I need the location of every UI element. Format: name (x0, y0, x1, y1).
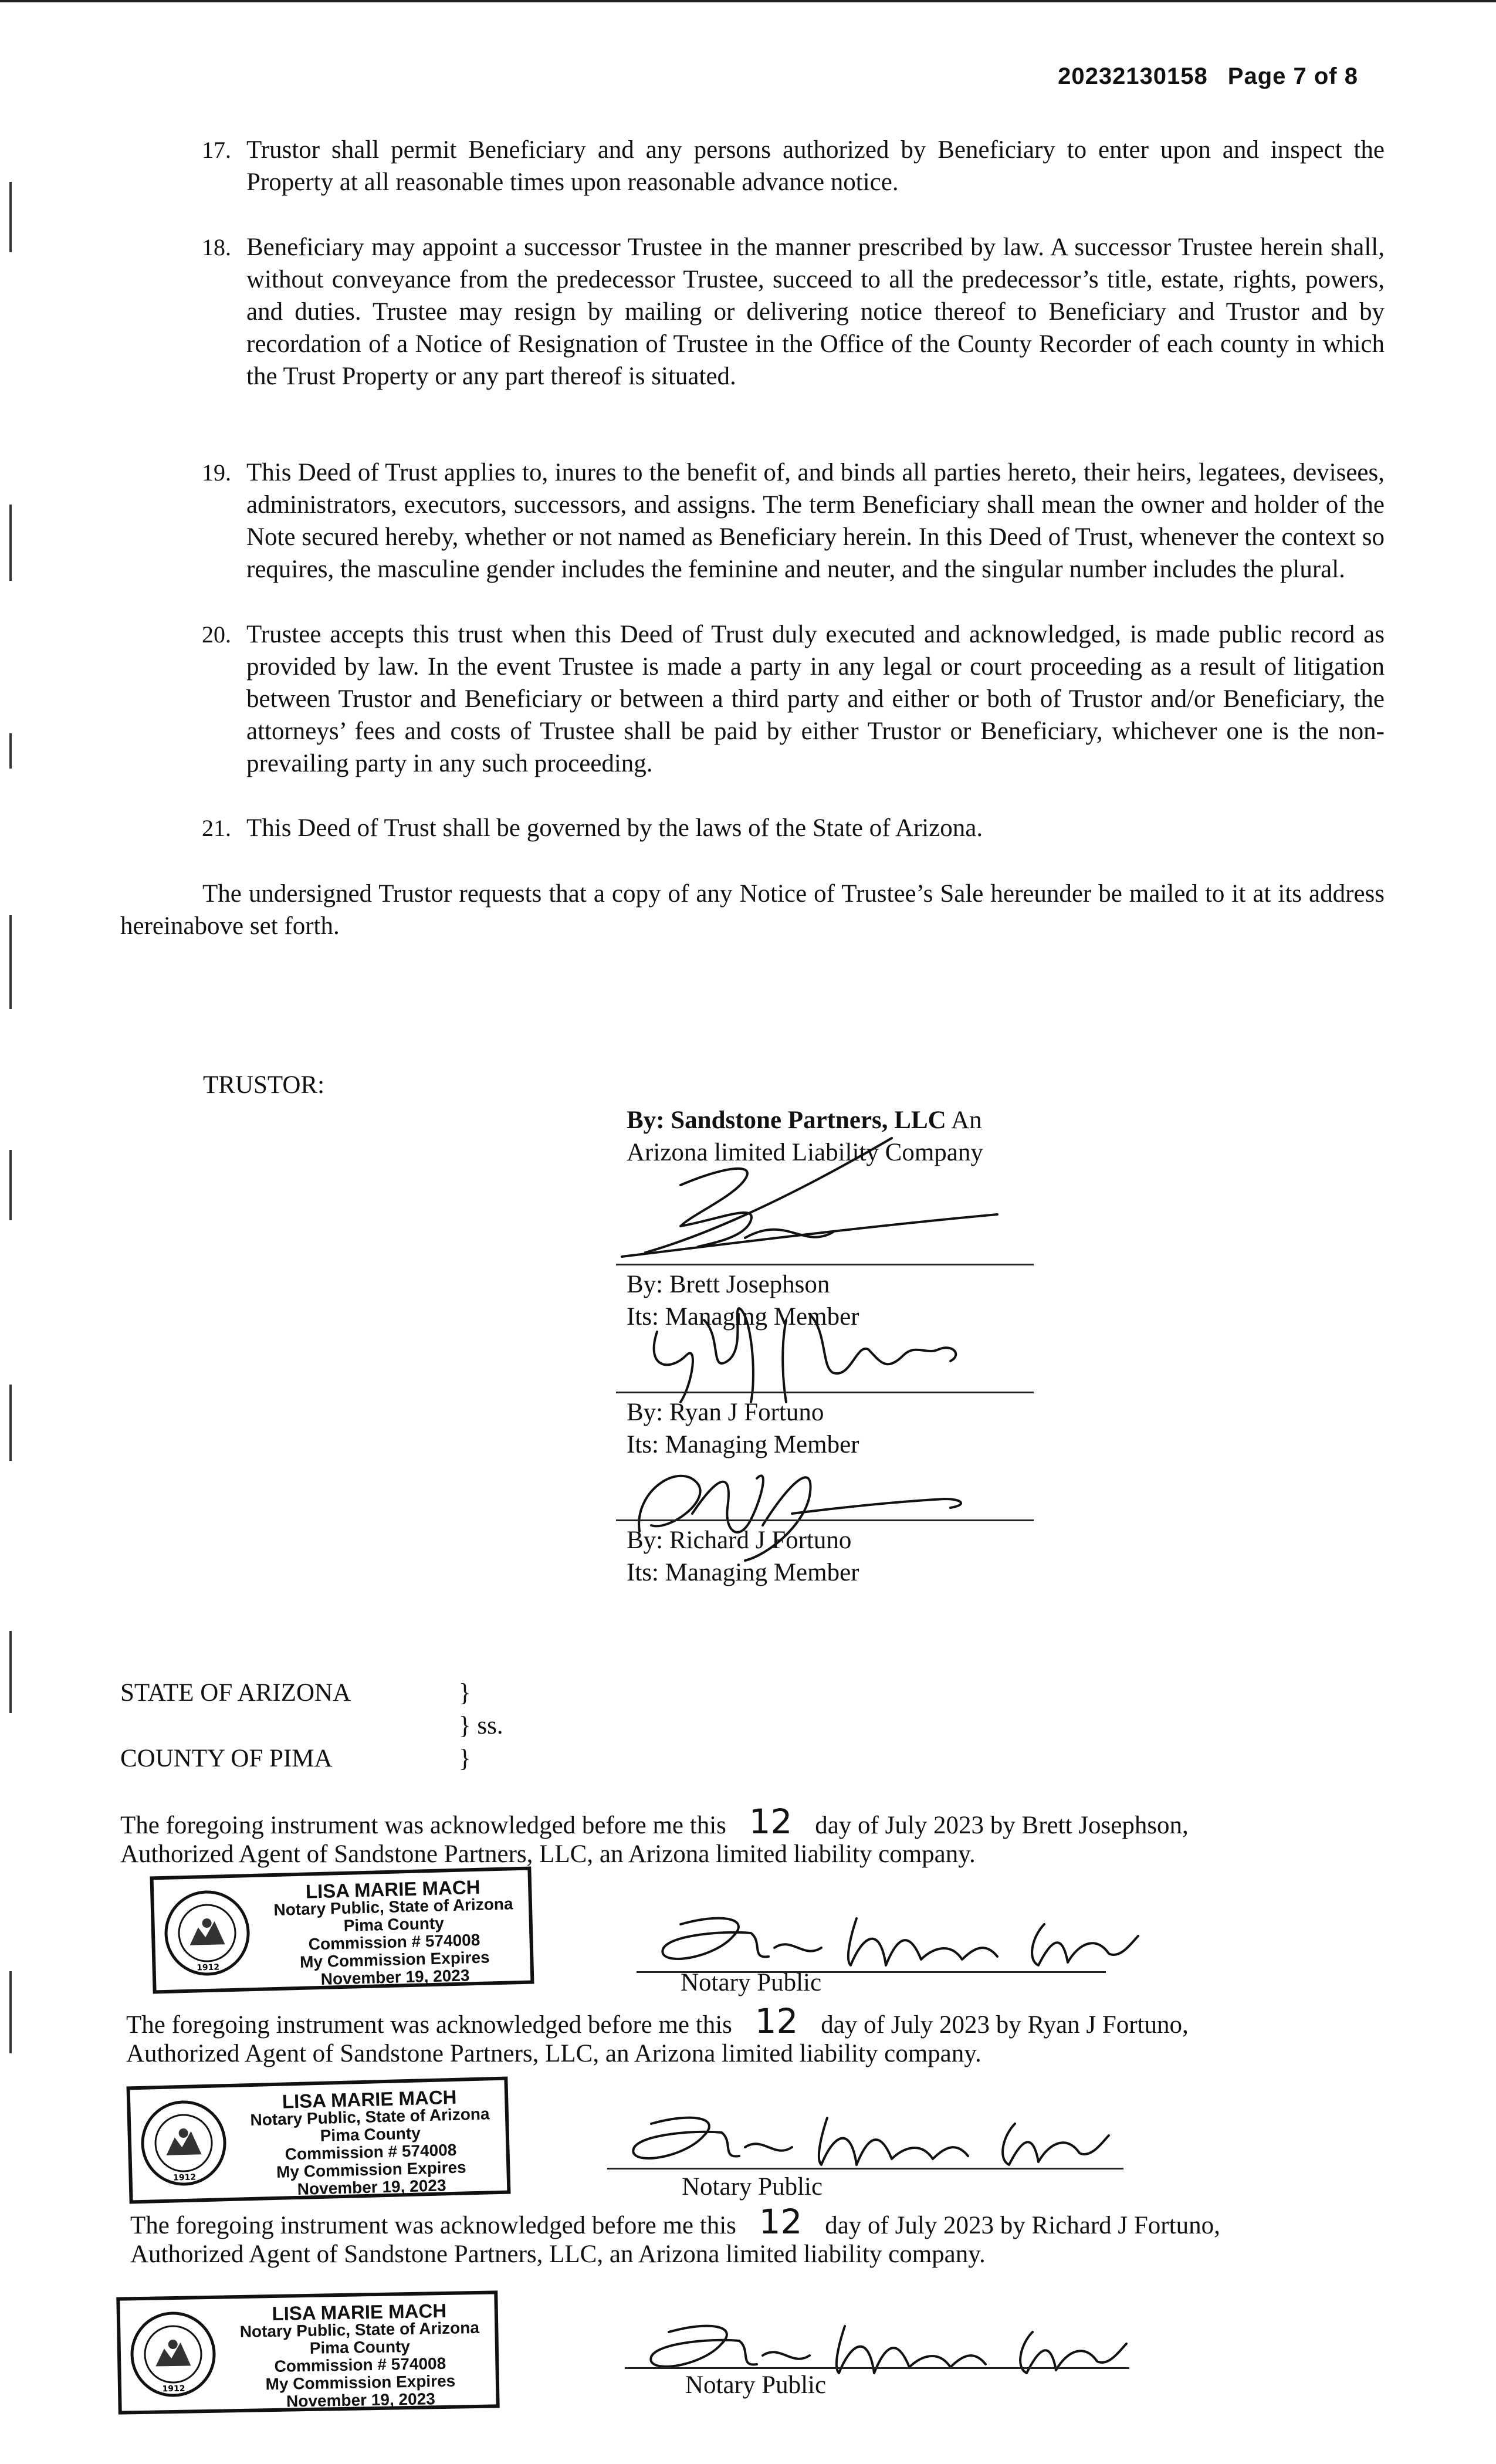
scan-margin-mark (9, 1631, 12, 1713)
venue-state: STATE OF ARIZONA (120, 1679, 351, 1707)
notary-commission: Commission # 574008 (308, 1930, 480, 1954)
clause-number: 18. (202, 234, 231, 260)
top-border-line (0, 0, 1496, 2)
notary-name: LISA MARIE MACH (305, 1876, 480, 1903)
clause-17 (202, 134, 1385, 198)
clause-number: 19. (202, 459, 231, 486)
notary-county: Pima County (343, 1914, 445, 1935)
trustor-entity-type: Arizona limited Liability Company (627, 1139, 983, 1166)
scan-margin-mark (9, 1385, 12, 1461)
trustor-entity-name: By: Sandstone Partners, LLC (627, 1106, 946, 1134)
signature-line (607, 2168, 1123, 2169)
clause-18 (202, 231, 1385, 392)
acknowledgment-1 (120, 1802, 1189, 1842)
clause-number: 17. (202, 137, 231, 163)
stamp-text (223, 2301, 497, 2411)
clause-text: Trustor shall permit Beneficiary and any persons authorized by Beneficiary to enter upon and inspect the Property at all reasonable times upon reasonable advance notice. (246, 136, 1385, 196)
signer-title: Its: Managing Member (627, 1431, 859, 1458)
scan-margin-mark (9, 1971, 12, 2053)
clause-21 (202, 812, 1385, 844)
acknowledgment-3 (130, 2202, 1220, 2242)
scan-margin-mark (9, 182, 12, 252)
clause-text: Trustee accepts this trust when this Deed of Trust duly executed and acknowledged, is made public record as provided by law. In the event Trustee is made a party in any legal or court proceeding as a result of litigation between Trustor and Beneficiary or between a third party and either or both of Trustor and/or Beneficiary, the attorneys’ fees and costs of Trustee shall be paid by either Trustor or Beneficiary, whichever one is the non-prevailing party in any such proceeding. (246, 621, 1385, 777)
stamp-text (256, 1877, 532, 1990)
scan-margin-mark (9, 505, 12, 581)
clause-text: This Deed of Trust shall be governed by the laws of the State of Arizona. (246, 814, 983, 842)
state-seal-icon (128, 2310, 218, 2399)
signer-title: Its: Managing Member (627, 1303, 859, 1331)
notary-expires-label: My Commission Expires (265, 2371, 456, 2394)
signature-line (616, 1264, 1034, 1265)
notary-title: Notary Public, State of Arizona (250, 2104, 490, 2130)
ack-text: The foregoing instrument was acknowledged before me this (120, 1812, 733, 1839)
notary-county: Pima County (320, 2124, 421, 2145)
page-header (1058, 63, 1358, 90)
clause-20 (202, 618, 1385, 780)
ack-text: The foregoing instrument was acknowledged before me this (130, 2212, 743, 2239)
acknowledgment-2 (126, 2001, 1189, 2041)
trustor-entity-suffix: An (946, 1106, 982, 1134)
document-number: 20232130158 (1058, 63, 1208, 89)
venue-brace: } (459, 1745, 471, 1772)
notary-commission: Commission # 574008 (274, 2354, 446, 2376)
ack-text: day of July 2023 by Brett Josephson, (808, 1812, 1189, 1839)
signature-line (616, 1519, 1034, 1521)
trustor-request-paragraph: The undersigned Trustor requests that a copy of any Notice of Trustee’s Sale hereunder be mailed to it at its address hereinabove set forth. (120, 880, 1385, 940)
venue-ss: } ss. (459, 1712, 503, 1739)
notary-title: Notary Public, State of Arizona (239, 2318, 480, 2341)
signer-name: By: Brett Josephson (627, 1271, 830, 1298)
ack-agent-line: Authorized Agent of Sandstone Partners, LLC, an Arizona limited liability company. (126, 2040, 981, 2067)
ack-day-handwritten: 12 (749, 1802, 793, 1842)
signature-line (616, 1392, 1034, 1393)
seal-year: 1912 (162, 2384, 185, 2394)
signature-brett-josephson (610, 1126, 1033, 1267)
ack-agent-line: Authorized Agent of Sandstone Partners, LLC, an Arizona limited liability company. (130, 2240, 986, 2268)
notary-public-label: Notary Public (685, 2371, 827, 2399)
notary-name: LISA MARIE MACH (272, 2299, 447, 2325)
notary-title: Notary Public, State of Arizona (273, 1894, 513, 1920)
venue-brace: } (459, 1679, 471, 1707)
notary-commission: Commission # 574008 (285, 2140, 457, 2164)
state-seal-icon (138, 2098, 229, 2188)
ack-day-handwritten: 12 (759, 2202, 803, 2242)
clause-number: 20. (202, 621, 231, 648)
ack-agent-line: Authorized Agent of Sandstone Partners, LLC, an Arizona limited liability company. (120, 1840, 976, 1868)
notary-expires-label: My Commission Expires (276, 2158, 467, 2181)
trustor-label: TRUSTOR: (203, 1071, 325, 1099)
seal-year: 1912 (196, 1962, 220, 1973)
venue-county: COUNTY OF PIMA (120, 1745, 333, 1772)
notary-expires-date: November 19, 2023 (297, 2176, 446, 2198)
ack-text: day of July 2023 by Ryan J Fortuno, (814, 2011, 1189, 2039)
clause-text: This Deed of Trust applies to, inures to the benefit of, and binds all parties hereto, their heirs, legatees, devisees, administrators, executors, successors, and assigns. The term Beneficiary shall mean the owner and holder of the Note secured hereby, whether or not named as Beneficiary herein. In this Deed of Trust, whenever the context so requires, the masculine gender includes the feminine and neuter, and the singular number includes the plural. (246, 459, 1385, 583)
notary-name: LISA MARIE MACH (282, 2086, 457, 2113)
page-number: Page 7 of 8 (1227, 63, 1358, 89)
notary-expires-date: November 19, 2023 (320, 1966, 470, 1988)
notary-public-label: Notary Public (682, 2173, 823, 2201)
ack-text: The foregoing instrument was acknowledged before me this (126, 2011, 739, 2039)
notary-stamp (126, 2077, 510, 2204)
notary-county: Pima County (309, 2337, 411, 2357)
notary-expires-label: My Commission Expires (299, 1948, 490, 1971)
clause-number: 21. (202, 815, 231, 841)
clause-19 (202, 456, 1385, 585)
notary-public-label: Notary Public (681, 1969, 822, 1996)
clause-text: Beneficiary may appoint a successor Trustee in the manner prescribed by law. A successor Trustee herein shall, without conveyance from the predecessor Trustee, succeed to all the predecessor’s title, estate, rights, powers, and duties. Trustee may resign by mailing or delivering notice thereof to Beneficiary and Trustor and by recordation of a Notice of Resignation of Trustee in the Office of the County Recorder of each county in which the Trust Property or any part thereof is situated. (246, 233, 1385, 390)
scan-margin-mark (9, 1150, 12, 1220)
scan-margin-mark (9, 733, 12, 769)
ack-day-handwritten: 12 (754, 2001, 798, 2041)
notary-expires-date: November 19, 2023 (286, 2389, 436, 2411)
seal-year: 1912 (172, 2172, 197, 2183)
stamp-text (233, 2087, 509, 2200)
signer-name: By: Ryan J Fortuno (627, 1399, 824, 1426)
notary-stamp (116, 2290, 499, 2414)
notary-stamp (150, 1867, 534, 1994)
state-seal-icon (162, 1888, 252, 1978)
ack-text: day of July 2023 by Richard J Fortuno, (818, 2212, 1220, 2239)
signer-name: By: Richard J Fortuno (627, 1527, 852, 1554)
signer-title: Its: Managing Member (627, 1559, 859, 1586)
scan-margin-mark (9, 915, 12, 1009)
